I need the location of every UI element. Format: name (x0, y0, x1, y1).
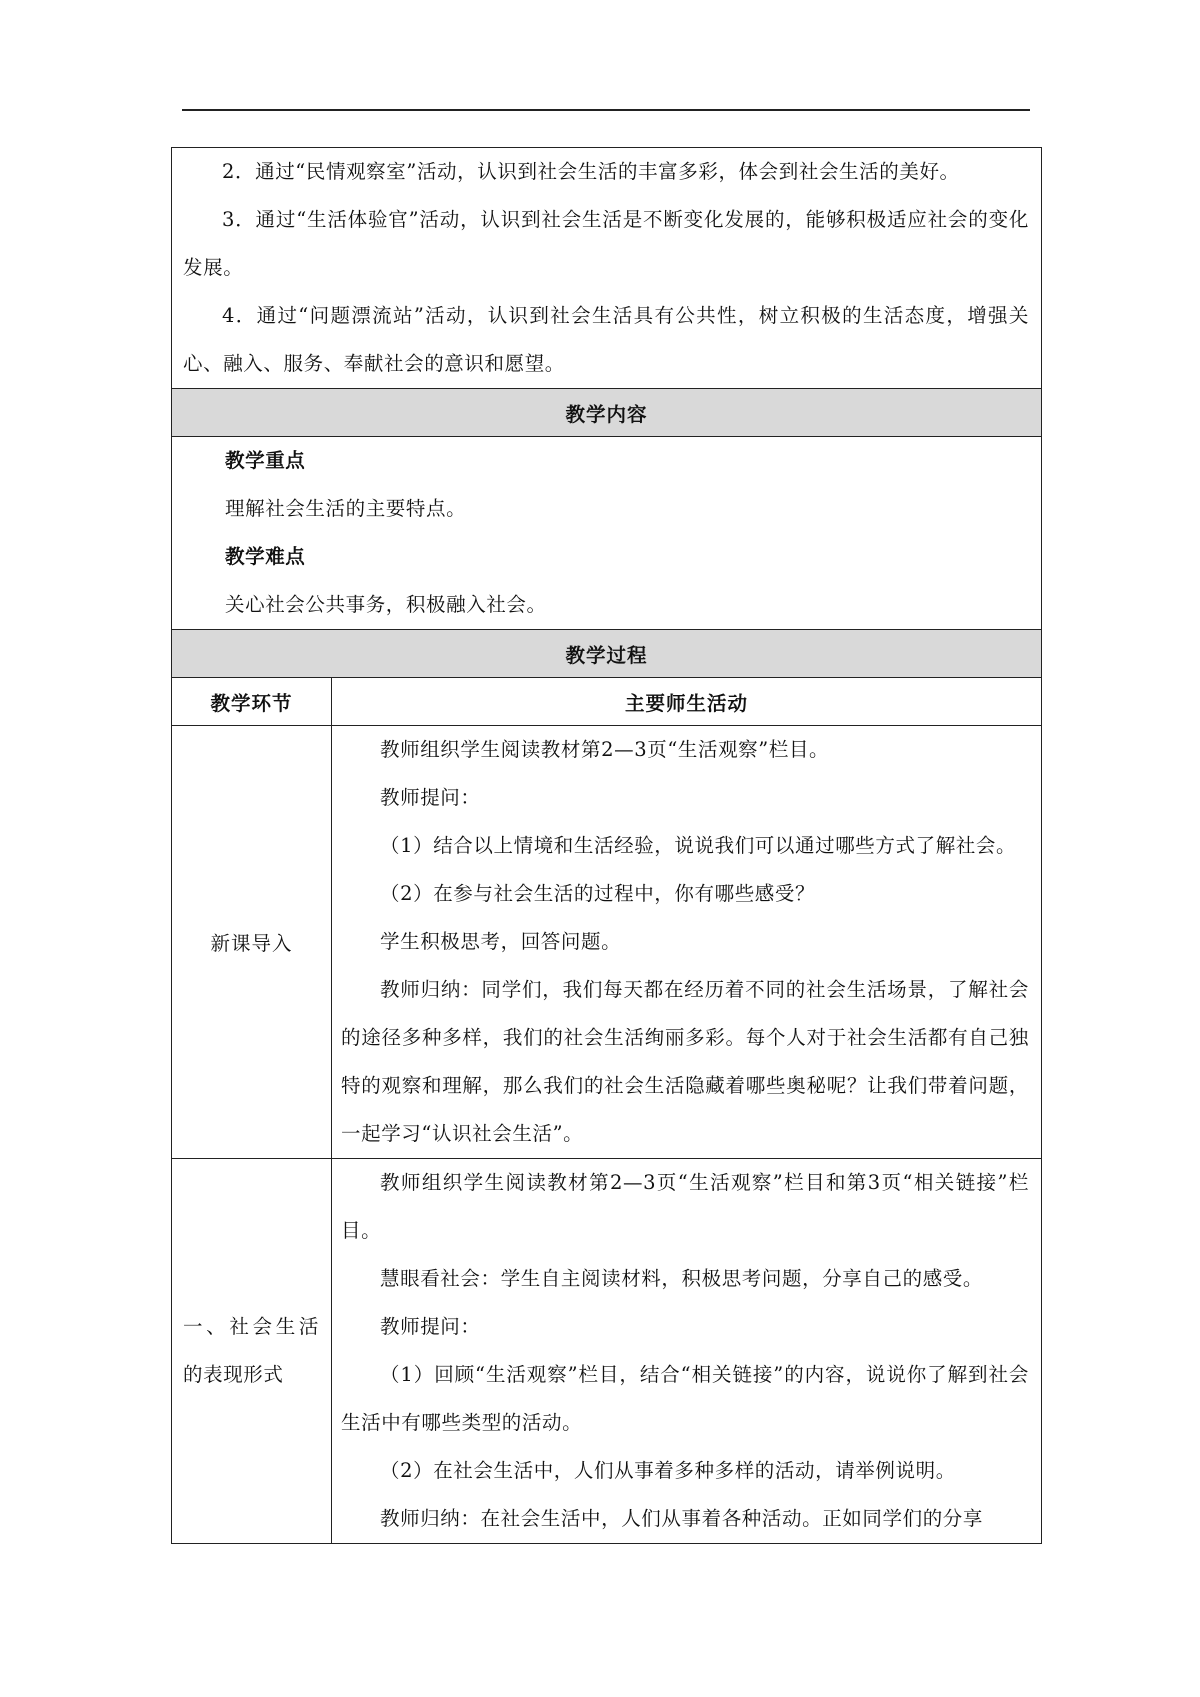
stage-cell: 新课导入 (172, 726, 332, 1159)
content-row (172, 437, 1042, 630)
objective-3: 3．通过“生活体验官”活动，认识到社会生活是不断变化发展的，能够积极适应社会的变化发展。 (183, 208, 1029, 279)
key-point-label: 教学重点 (225, 449, 306, 472)
activity-paragraph: （2）在社会生活中，人们从事着多种多样的活动，请举例说明。 (380, 1459, 956, 1482)
process-header-row (172, 630, 1042, 678)
objectives-row (172, 148, 1042, 389)
content-header-row (172, 389, 1042, 437)
activity-paragraph: 教师提问： (380, 1315, 481, 1338)
objective-4: 4．通过“问题漂流站”活动，认识到社会生活具有公共性，树立积极的生活态度，增强关心、融入、服务、奉献社会的意识和愿望。 (183, 304, 1029, 375)
stage-line: 的表现形式 (183, 1363, 284, 1386)
content-cell (172, 437, 1042, 630)
activity-paragraph: 学生积极思考，回答问题。 (380, 930, 622, 953)
objectives-cell (172, 148, 1042, 389)
key-point-text: 理解社会生活的主要特点。 (225, 497, 467, 520)
col-activity-header: 主要师生活动 (332, 678, 1042, 726)
process-header: 教学过程 (172, 630, 1042, 678)
activity-paragraph: 教师组织学生阅读教材第2—3页“生活观察”栏目和第3页“相关链接”栏目。 (341, 1171, 1029, 1242)
difficult-point-text: 关心社会公共事务，积极融入社会。 (225, 593, 547, 616)
stage-line: 一、社会生活 (183, 1315, 319, 1338)
header-rule (182, 109, 1030, 111)
activity-paragraph: （1）结合以上情境和生活经验，说说我们可以通过哪些方式了解社会。 (380, 834, 1017, 857)
objective-2: 2．通过“民情观察室”活动，认识到社会生活的丰富多彩，体会到社会生活的美好。 (222, 160, 960, 183)
activity-paragraph: 教师组织学生阅读教材第2—3页“生活观察”栏目。 (380, 738, 830, 761)
process-row (172, 1159, 1042, 1544)
activity-paragraph: 教师归纳：在社会生活中，人们从事着各种活动。正如同学们的分享 (380, 1507, 984, 1530)
col-stage-header: 教学环节 (172, 678, 332, 726)
activity-cell (332, 1159, 1042, 1544)
column-header-row (172, 678, 1042, 726)
content-header: 教学内容 (172, 389, 1042, 437)
activity-cell (332, 726, 1042, 1159)
activity-paragraph: 慧眼看社会：学生自主阅读材料，积极思考问题，分享自己的感受。 (380, 1267, 984, 1290)
difficult-point-label: 教学难点 (225, 545, 306, 568)
activity-paragraph: （1）回顾“生活观察”栏目，结合“相关链接”的内容，说说你了解到社会生活中有哪些类型的活动。 (341, 1363, 1029, 1434)
stage-cell (172, 1159, 332, 1544)
lesson-plan-table (171, 147, 1042, 1544)
activity-paragraph: 教师提问： (380, 786, 481, 809)
activity-paragraph: （2）在参与社会生活的过程中，你有哪些感受？ (380, 882, 816, 905)
process-row (172, 726, 1042, 1159)
activity-paragraph: 教师归纳：同学们，我们每天都在经历着不同的社会生活场景，了解社会的途径多种多样，我们的社会生活绚丽多彩。每个人对于社会生活都有自己独特的观察和理解，那么我们的社会生活隐藏着哪些奥秘呢？让我们带着问题，一起学习“认识社会生活”。 (341, 978, 1029, 1145)
